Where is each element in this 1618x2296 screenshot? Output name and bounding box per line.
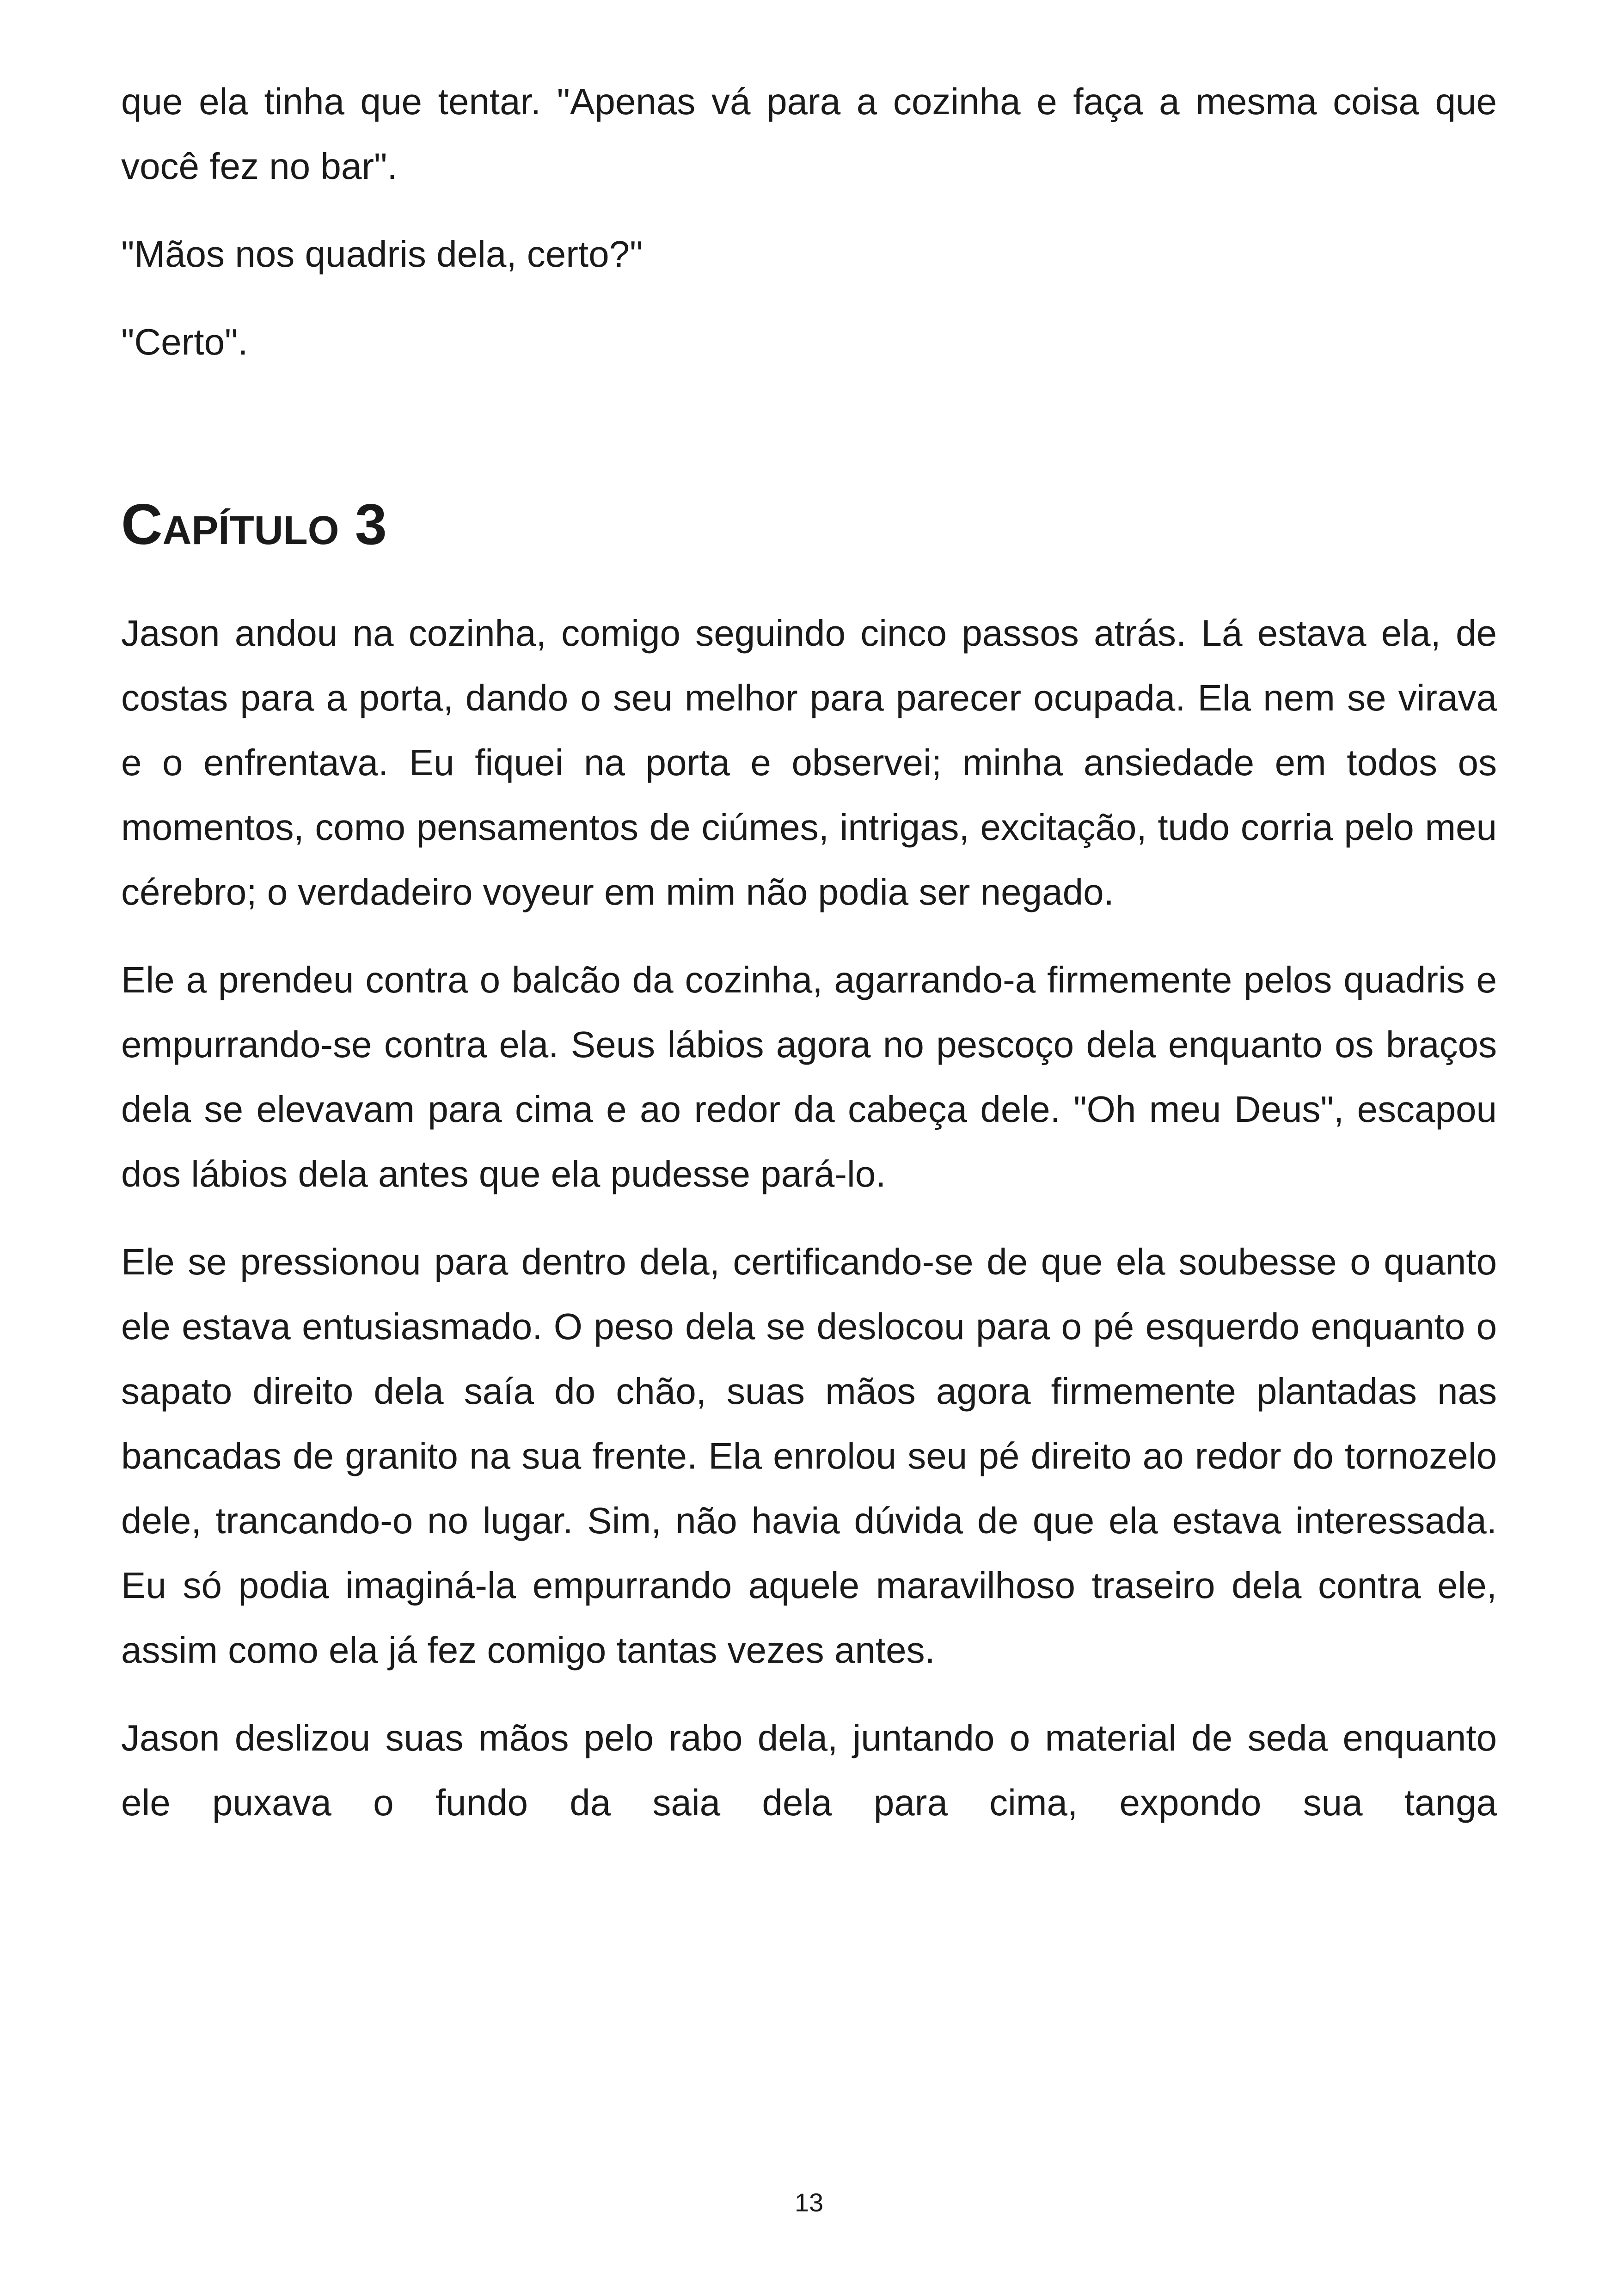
paragraph: Ele a prendeu contra o balcão da cozinha, agarrando-a firmemente pelos quadris e empurrando-se contra ela. Seus lábios agora no pescoço dela enquanto os braços dela se elevavam para cima e ao redor da cabeça dele. "Oh meu Deus", escapou dos lábios dela antes que ela pudesse pará-lo. (121, 959, 1497, 1194)
page-number: 13 (794, 2188, 824, 2217)
paragraph-dialogue: "Mãos nos quadris dela, certo?" (121, 233, 643, 275)
document-page (121, 69, 1497, 1858)
paragraph-continuation: que ela tinha que tentar. "Apenas vá para a cozinha e faça a mesma coisa que você fez no bar". (121, 81, 1497, 187)
chapter-title: Capítulo 3 (121, 493, 387, 557)
paragraph: Ele se pressionou para dentro dela, certificando-se de que ela soubesse o quanto ele estava entusiasmado. O peso dela se deslocou para o pé esquerdo enquanto o sapato direito dela saía do chão, suas mãos agora firmemente plantadas nas bancadas de granito na sua frente. Ela enrolou seu pé direito ao redor do tornozelo dele, trancando-o no lugar. Sim, não havia dúvida de que ela estava interessada. Eu só podia imaginá-la empurrando aquele maravilhoso traseiro dela contra ele, assim como ela já fez comigo tantas vezes antes. (121, 1241, 1497, 1671)
paragraph: Jason deslizou suas mãos pelo rabo dela, juntando o material de seda enquanto ele puxava o fundo da saia dela para cima, expondo sua tanga (121, 1717, 1497, 1823)
paragraph-dialogue: "Certo". (121, 321, 248, 362)
paragraph: Jason andou na cozinha, comigo seguindo cinco passos atrás. Lá estava ela, de costas para a porta, dando o seu melhor para parecer ocupada. Ela nem se virava e o enfrentava. Eu fiquei na porta e observei; minha ansiedade em todos os momentos, como pensamentos de ciúmes, intrigas, excitação, tudo corria pelo meu cérebro; o verdadeiro voyeur em mim não podia ser negado. (121, 612, 1497, 912)
